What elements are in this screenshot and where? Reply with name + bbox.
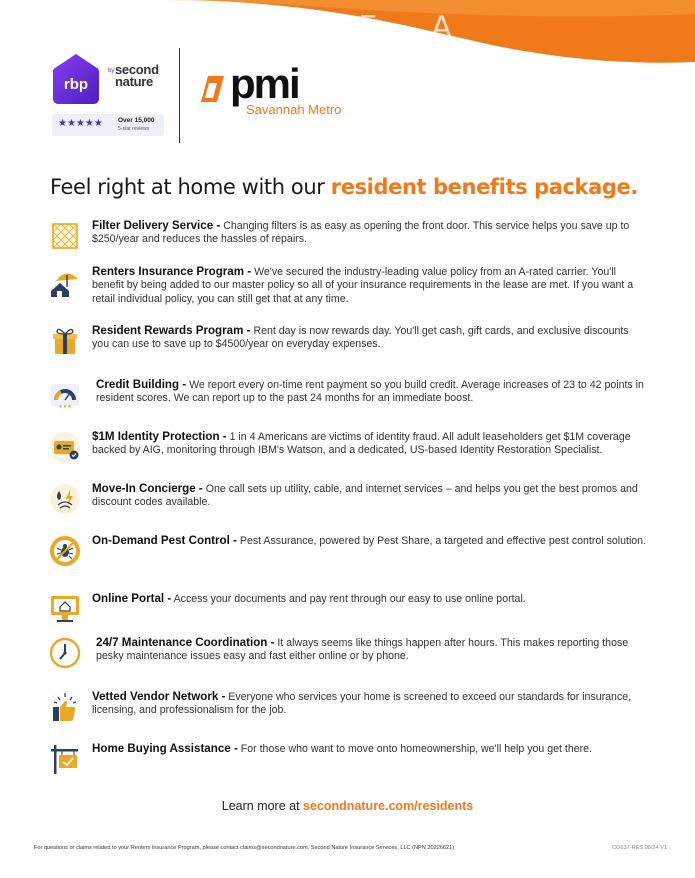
rbp-logo-text: rbp [63,76,89,93]
filter-icon [48,219,82,253]
benefit-text [92,324,648,352]
benefit-description: 1 in 4 Americans are victims of identity fraud. All adult leaseholders get $1M coverage backed by AIG, monitoring through IBM's Watson, and a dedicated, US-based Identity Restoration Specialist. [92,431,631,457]
residents-link[interactable]: secondnature.com/residents [303,799,474,813]
benefit-title: Credit Building - [96,378,187,391]
benefit-text [92,534,648,548]
benefit-text [96,636,648,664]
second-nature-logo-line2: nature [115,74,153,89]
thumbs-up-icon [48,690,82,724]
benefit-description: It always seems like things happen after hours. This makes reporting those pesky maintenance issues easy and fast either online or by phone. [96,637,629,663]
page-headline [50,175,638,199]
benefit-text [92,265,648,306]
benefit-title: Move-In Concierge - [92,482,203,495]
reviews-badge [52,114,164,136]
benefit-title: Renters Insurance Program - [92,265,252,278]
benefit-description: We report every on-time rent payment so you build credit. Average increases of 23 to 42 points in resident scores. We can report up to the past 24 months for an immediate boost. [96,379,644,405]
benefit-text [92,482,648,510]
monitor-icon [48,592,82,626]
footer-doc-code: CO637-RES 08/24 V1 [612,845,668,851]
reviews-count: Over 15,000 [118,117,155,124]
footer-disclaimer: For questions or claims related to your Renters Insurance Program, please contact claims@secondnature.com. Second Nature Insurance Services, LLC (NPN 20226621) [34,845,455,851]
benefit-title: Vetted Vendor Network - [92,690,226,703]
credit-gauge-icon [48,378,82,412]
umbrella-house-icon [48,265,82,299]
benefit-title: On-Demand Pest Control - [92,534,237,547]
benefit-title: Online Portal - [92,592,172,605]
utilities-icon [48,482,82,516]
logo-divider [179,48,180,143]
benefit-title: Filter Delivery Service - [92,219,221,232]
benefit-title: 24/7 Maintenance Coordination - [96,636,275,649]
pmi-logo-text: pmi [230,60,299,107]
benefit-description: Access your documents and pay rent through our easy to use online portal. [171,593,526,605]
benefit-description: Pest Assurance, powered by Pest Share, a targeted and effective pest control solution. [236,535,647,547]
benefit-text [92,690,648,718]
home-sign-icon [48,742,82,776]
rating-stars-icon: ★★★★★ [58,118,103,129]
benefit-text [92,219,648,247]
rbp-logo-icon [52,52,100,106]
header-logos [50,48,650,144]
second-nature-logo-line1: second [115,62,159,77]
benefit-description: One call sets up utility, cable, and internet services – and helps you get the best promos and discount codes available. [92,483,638,509]
headline-accent: resident benefits package. [330,175,638,199]
clock-icon [48,636,82,670]
benefit-text [92,592,648,606]
benefit-description: Everyone who services your home is screened to exceed our standards for insurance, licensing, and professionalism for the job. [92,691,632,717]
benefit-description: Rent day is now rewards day. You'll get cash, gift cards, and exclusive discounts you can use to save up to $4500/year on everyday expenses. [92,325,629,351]
benefit-title: $1M Identity Protection - [92,430,227,443]
learn-more-prefix: Learn more at [221,799,304,813]
pmi-region: Savannah Metro [246,102,342,117]
banner-text: LANE - A [280,10,458,45]
benefit-title: Resident Rewards Program - [92,324,251,337]
benefit-description: For those who want to move onto homeownership, we'll help you get there. [237,743,592,755]
gift-icon [48,324,82,358]
benefit-title: Home Buying Assistance - [92,742,238,755]
learn-more-line [0,799,695,813]
benefit-text [96,378,648,406]
svg-text:★★★: ★★★ [58,404,72,410]
pest-icon [48,534,82,568]
identity-card-icon [48,430,82,464]
benefit-text [92,430,648,458]
benefit-description: We've secured the industry-leading value policy from an A-rated carrier. You'll benefit by being added to our master policy so all of your insurance requirements in the lease are met. If you want a retail individual policy, you can still get that at any time. [92,266,634,305]
benefit-text [92,742,648,756]
reviews-caption: 5-star reviews [118,126,150,132]
benefit-description: Changing filters is as easy as opening the front door. This service helps you save up to $250/year and reduces the hassles of repairs. [92,220,630,246]
headline-prefix: Feel right at home with our [50,175,331,199]
rbp-by-label: by [108,68,115,74]
pmi-logo-icon [200,74,226,104]
